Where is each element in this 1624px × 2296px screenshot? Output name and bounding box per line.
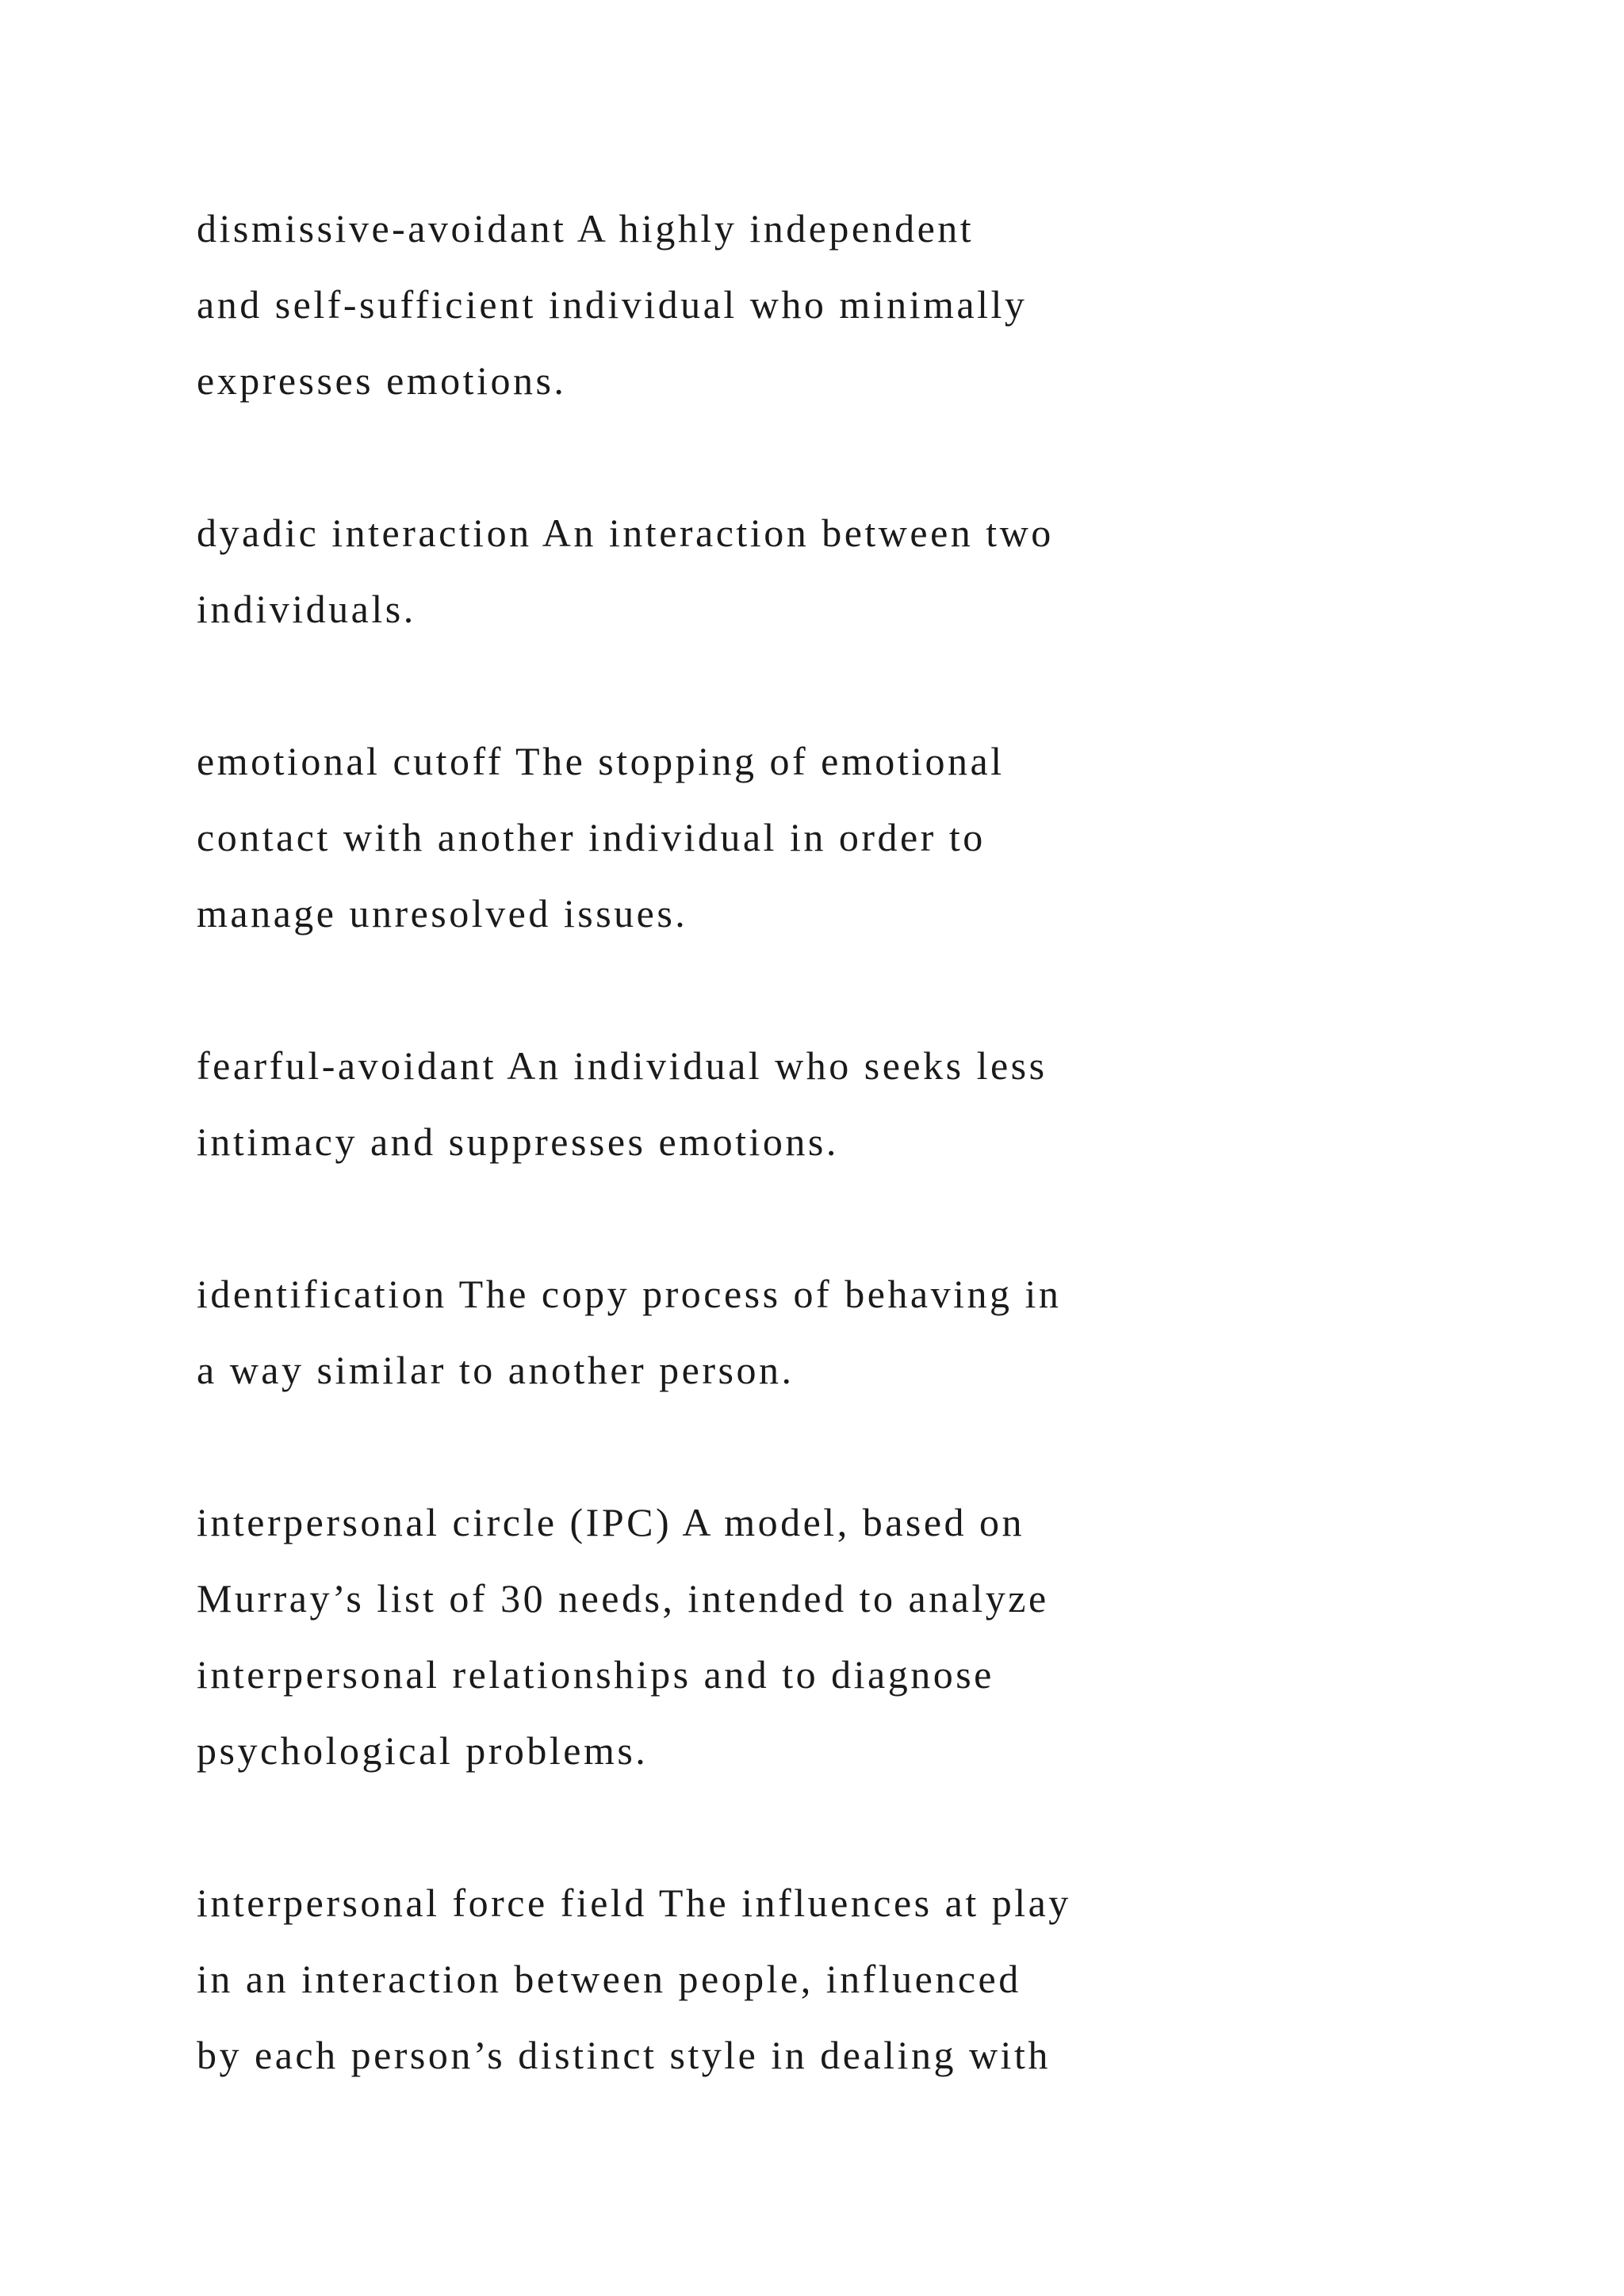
entry-text-line: emotional cutoff The stopping of emotional [197, 739, 1005, 783]
glossary-entry-identification [197, 1256, 1434, 1408]
entry-text-line: dismissive-avoidant A highly independent [197, 206, 975, 251]
entry-text-line: fearful-avoidant An individual who seeks less [197, 1043, 1048, 1088]
entry-text-line: interpersonal relationships and to diagnose [197, 1652, 994, 1697]
glossary-entry-emotional-cutoff [197, 723, 1434, 951]
entry-text-line: in an interaction between people, influenced [197, 1957, 1021, 2001]
entry-text-line: dyadic interaction An interaction between two [197, 511, 1054, 555]
entry-text-line: intimacy and suppresses emotions. [197, 1119, 839, 1164]
glossary-entry-fearful-avoidant [197, 1027, 1434, 1180]
entry-text-line: a way similar to another person. [197, 1348, 795, 1392]
glossary-entry-dyadic-interaction [197, 495, 1434, 647]
glossary-entry-interpersonal-force-field [197, 1865, 1434, 2093]
entry-text-line: contact with another individual in order to [197, 815, 986, 859]
entry-text-line: interpersonal circle (IPC) A model, based on [197, 1500, 1025, 1544]
entry-text-line: identification The copy process of behaving in [197, 1272, 1062, 1316]
glossary-entry-dismissive-avoidant [197, 190, 1434, 419]
glossary-list [197, 190, 1434, 2169]
entry-text-line: interpersonal force field The influences at play [197, 1881, 1071, 1925]
entry-text-line: and self-sufficient individual who minimally [197, 282, 1028, 327]
entry-text-line: expresses emotions. [197, 358, 567, 403]
entry-text-line: by each person’s distinct style in dealing with [197, 2033, 1051, 2077]
entry-text-line: individuals. [197, 587, 416, 631]
glossary-entry-interpersonal-circle [197, 1484, 1434, 1789]
entry-text-line: Murray’s list of 30 needs, intended to analyze [197, 1576, 1049, 1621]
entry-text-line: manage unresolved issues. [197, 891, 688, 936]
entry-text-line: psychological problems. [197, 1728, 649, 1773]
